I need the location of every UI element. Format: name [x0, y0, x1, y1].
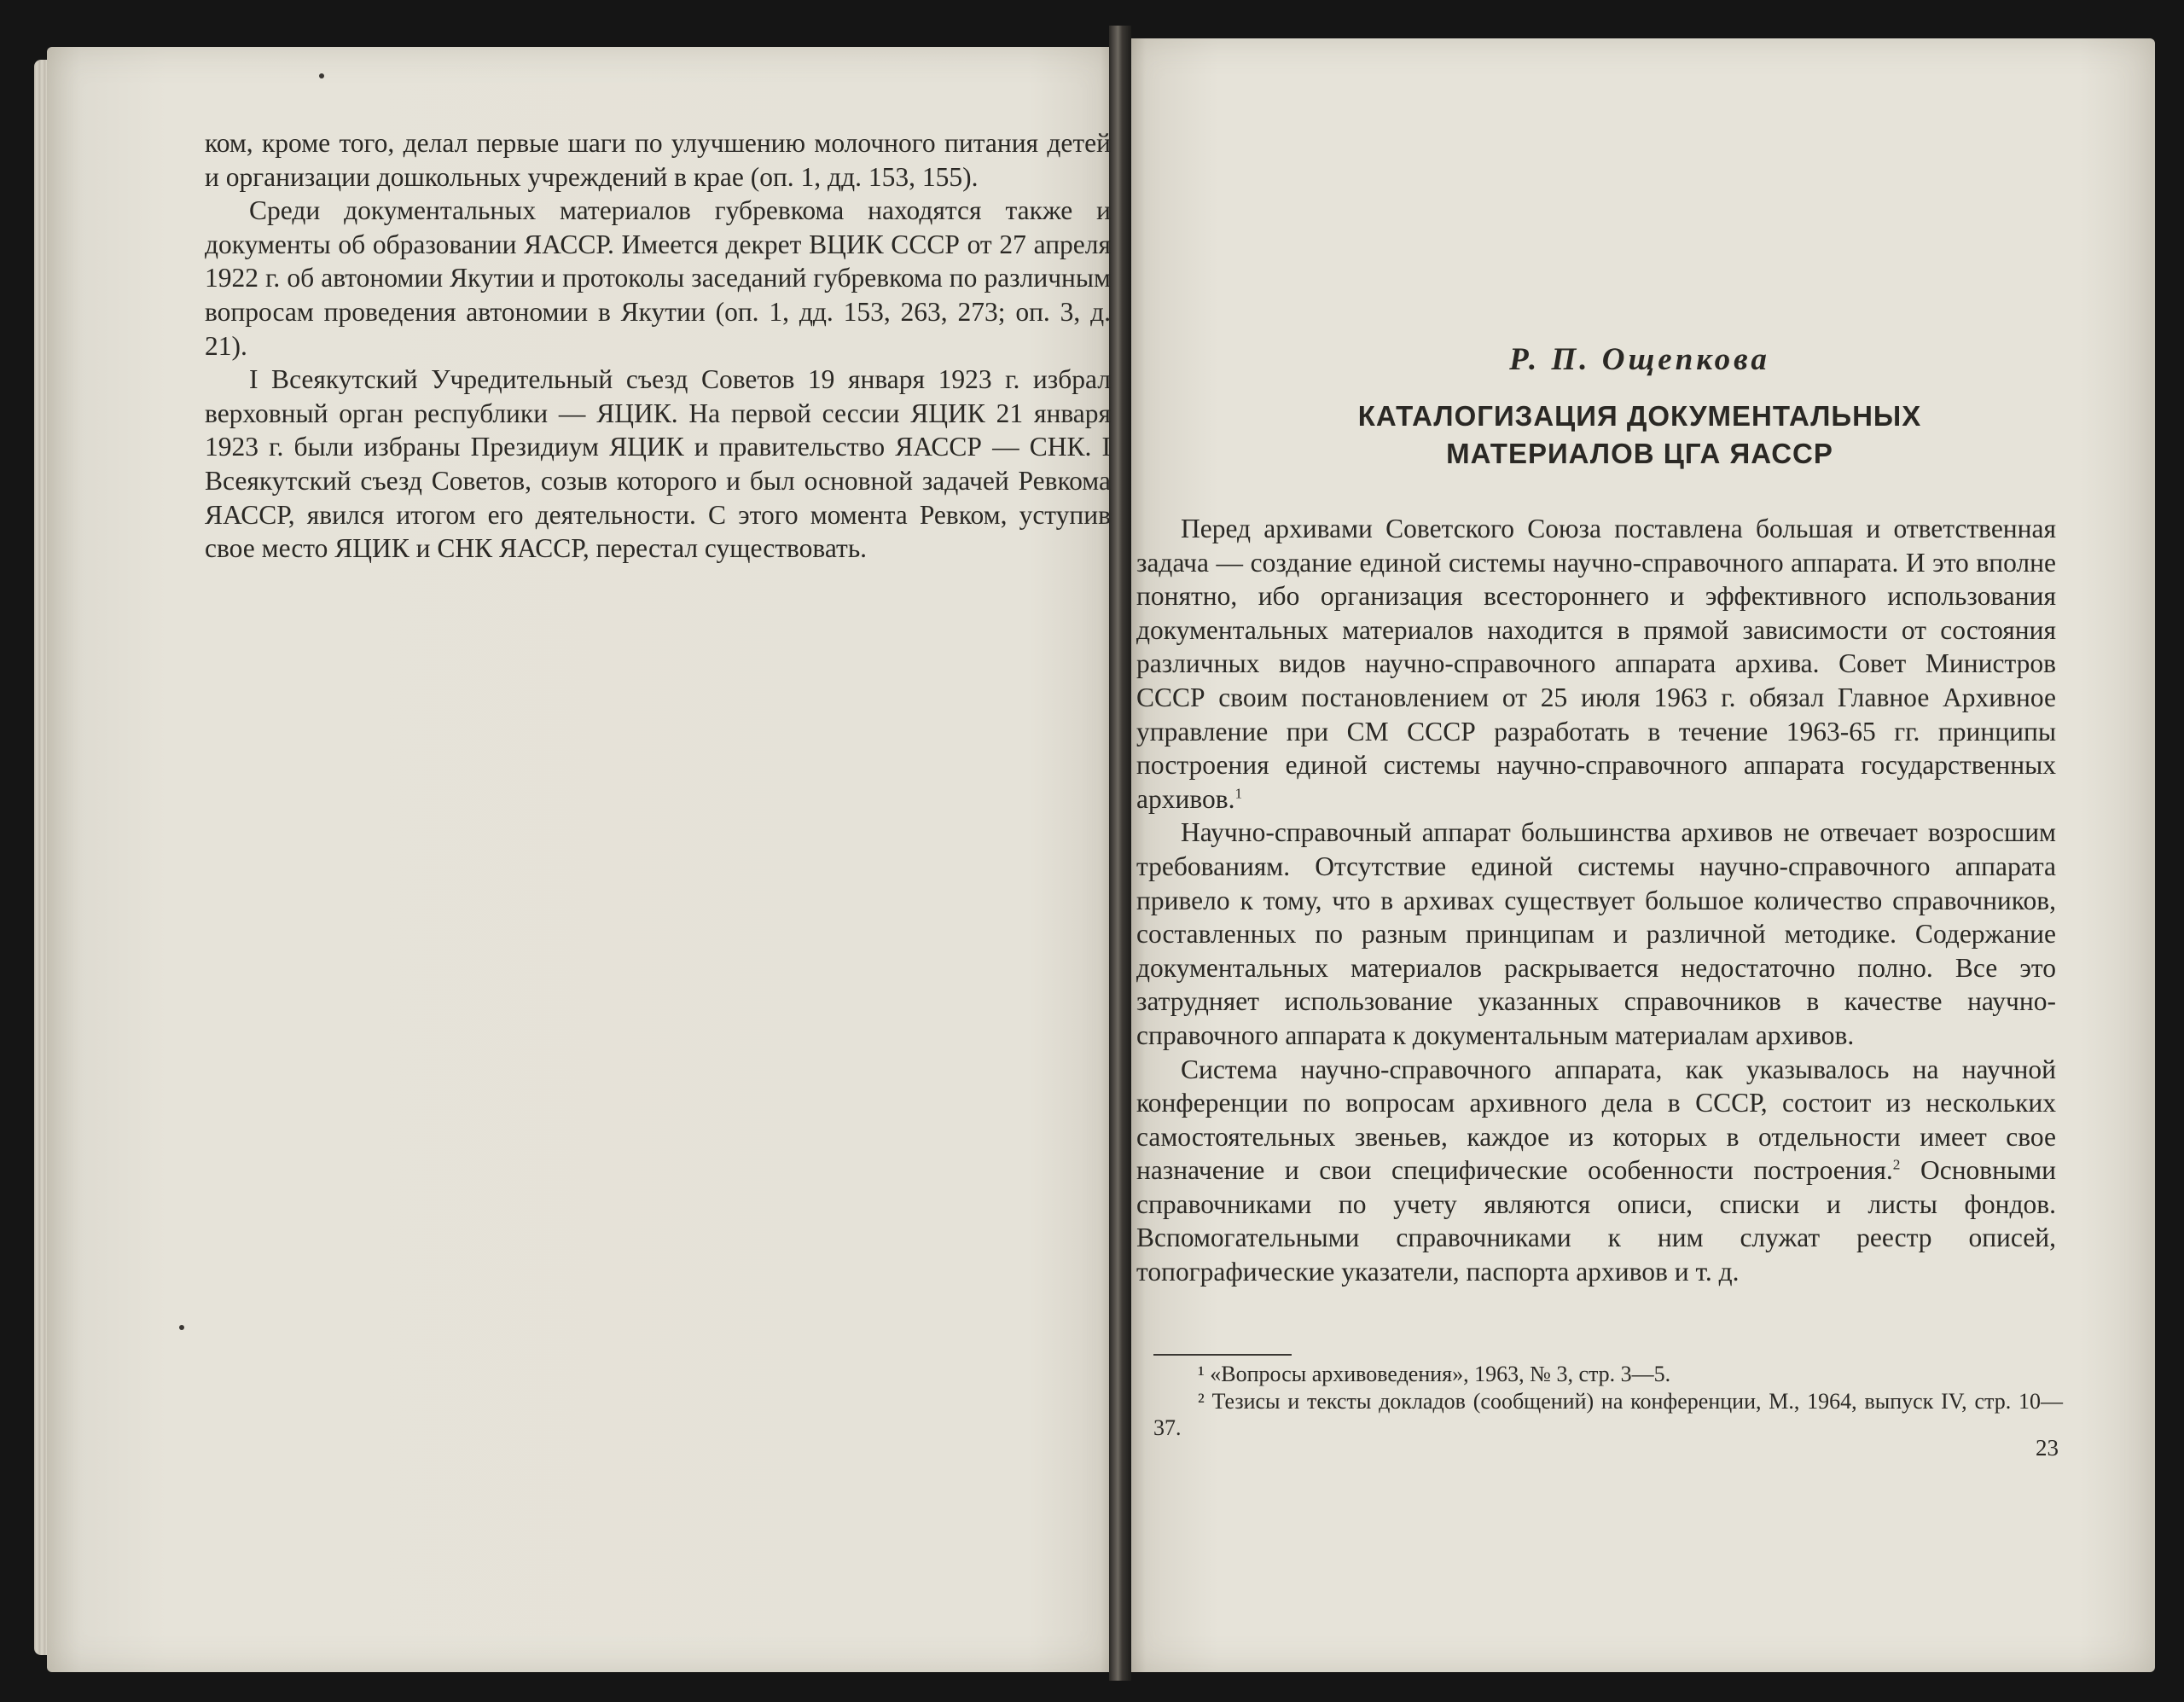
footnote-divider [1153, 1354, 1292, 1356]
page-number: 23 [2036, 1435, 2059, 1461]
footnote-marker: 1 [1234, 785, 1243, 802]
title-line: МАТЕРИАЛОВ ЦГА ЯАССР [1446, 438, 1833, 469]
left-paragraph: I Всеякутский Учредительный съезд Советов 19 января 1923 г. избрал верховный орган республики — ЯЦИК. На первой сессии ЯЦИК 21 января 1923 г. были избраны Президиум ЯЦИК и правительство ЯАССР — СНК. I Всеякутский съезд Советов, созыв которого и был основной задачей Ревкома ЯАССР, явился итогом его деятельности. С этого момента Ревком, уступив свое место ЯЦИК и СНК ЯАССР, перестал существовать. [205, 364, 1111, 564]
footnote: ¹ «Вопросы архивоведения», 1963, № 3, стр. 3—5. [1198, 1362, 1671, 1386]
right-paragraph [1136, 512, 2056, 816]
article-author: Р. П. Ощепкова [1509, 342, 1770, 377]
left-paragraph: ком, кроме того, делал первые шаги по улучшению молочного питания детей и организации дошкольных учреждений в крае (оп. 1, дд. 153, 155). [205, 128, 1111, 192]
right-paragraph [1136, 1053, 2056, 1289]
article-title [1124, 398, 2155, 473]
print-speck [319, 73, 324, 78]
paragraph-text: Система научно-справочного аппарата, как указывалось на научной конференции по вопросам архивного дела в СССР, состоит из нескольких самостоятельных звеньев, каждое из которых в отдельности имеет свое назначение и свои специфические особенности построения. [1136, 1054, 2056, 1186]
title-line: КАТАЛОГИЗАЦИЯ ДОКУМЕНТАЛЬНЫХ [1357, 400, 1922, 432]
footnote-marker: 2 [1892, 1156, 1901, 1173]
print-speck [179, 1325, 184, 1330]
right-page-text [1136, 512, 2056, 1289]
book-spine [1109, 26, 1131, 1681]
footnotes [1153, 1361, 2063, 1442]
paragraph-text: Основными справочниками по учету являются описи, списки и листы фондов. Вспомогательными справочниками к ним служат реестр описей, топографические указатели, паспорта архивов и т. д. [1136, 1155, 2056, 1287]
left-paragraph: Среди документальных материалов губревкома находятся также и документы об образовании ЯАССР. Имеется декрет ВЦИК СССР от 27 апреля 1922 г. об автономии Якутии и протоколы заседаний губревкома по различным вопросам проведения автономии в Якутии (оп. 1, дд. 153, 263, 273; оп. 3, д. 21). [205, 195, 1111, 361]
left-page-text [205, 126, 1111, 566]
footnote: ² Тезисы и тексты докладов (сообщений) на конференции, М., 1964, выпуск IV, стр. 10—37. [1153, 1388, 2063, 1440]
right-paragraph: Научно-справочный аппарат большинства архивов не отвечает возросшим требованиям. Отсутствие единой системы научно-справочного аппарата привело к тому, что в архивах существует большое количество справочников, составленных по разным принципам и различной методике. Содержание документальных материалов раскрывается недостаточно полно. Все это затрудняет использование указанных справочников в качестве научно-справочного аппарата к документальным материалам архивов. [1136, 817, 2056, 1050]
paragraph-text: Перед архивами Советского Союза поставлена большая и ответственная задача — создание единой системы научно-справочного аппарата. И это вполне понятно, ибо организация всестороннего и эффективного использования документальных материалов находится в прямой зависимости от состояния различных видов научно-справочного аппарата архива. Совет Министров СССР своим постановлением от 25 июля 1963 г. обязал Главное Архивное управление при СМ СССР разработать в течение 1963-65 гг. принципы построения единой системы научно-справочного аппарата государственных архивов. [1136, 514, 2056, 814]
